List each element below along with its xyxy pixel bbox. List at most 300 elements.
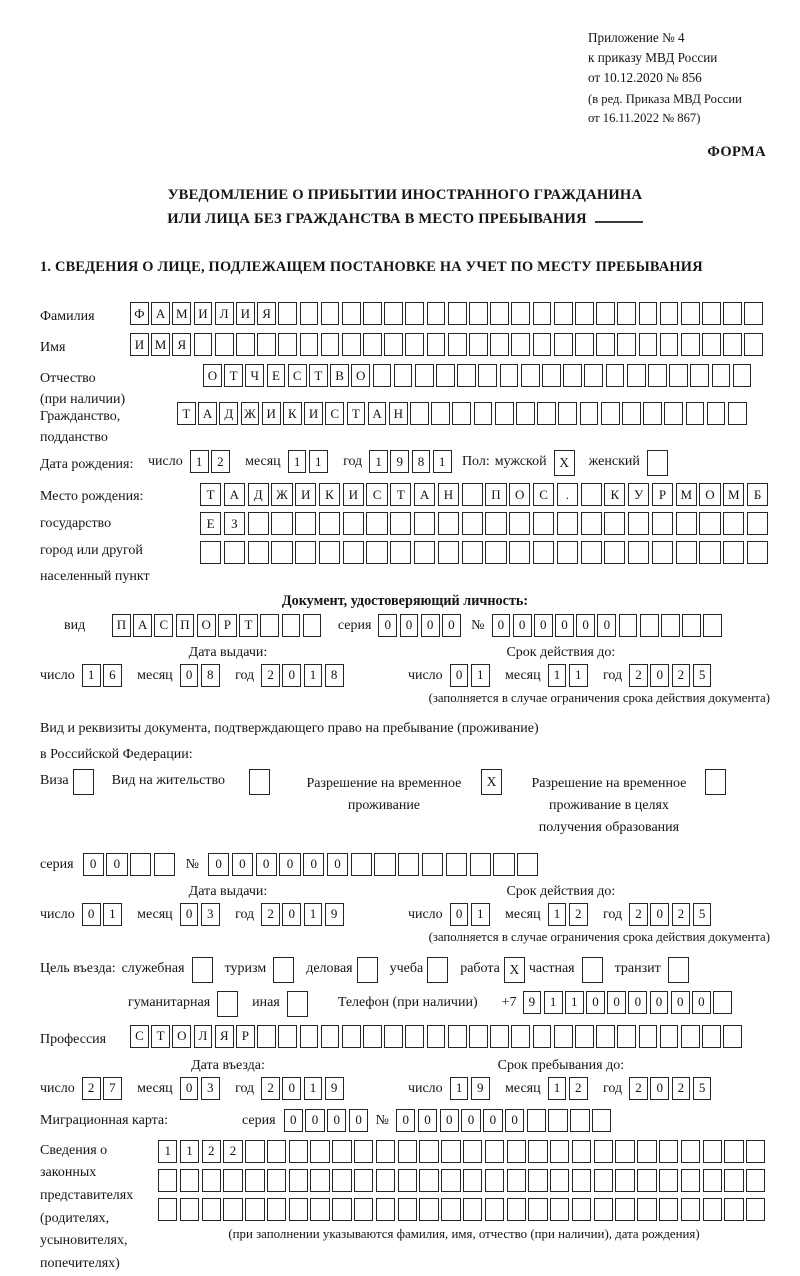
char-cell[interactable]: 2 bbox=[629, 664, 648, 687]
char-cell[interactable]: М bbox=[676, 483, 697, 506]
char-cell[interactable]: О bbox=[509, 483, 530, 506]
char-cell[interactable]: 1 bbox=[471, 903, 490, 926]
char-cell[interactable] bbox=[601, 402, 620, 425]
char-cell[interactable]: С bbox=[288, 364, 307, 387]
char-cell[interactable]: О bbox=[172, 1025, 191, 1048]
char-cell[interactable]: 1 bbox=[158, 1140, 177, 1163]
char-cell[interactable] bbox=[661, 614, 680, 637]
char-cell[interactable]: 0 bbox=[282, 903, 301, 926]
char-cell[interactable]: Ф bbox=[130, 302, 149, 325]
char-cell[interactable] bbox=[637, 1198, 656, 1221]
char-cell[interactable] bbox=[596, 1025, 615, 1048]
char-cell[interactable]: 0 bbox=[442, 614, 461, 637]
char-cell[interactable] bbox=[550, 1169, 569, 1192]
char-cell[interactable]: Т bbox=[200, 483, 221, 506]
char-cell[interactable]: Б bbox=[747, 483, 768, 506]
char-cell[interactable] bbox=[260, 614, 279, 637]
char-cell[interactable]: Т bbox=[177, 402, 196, 425]
char-cell[interactable] bbox=[485, 1140, 504, 1163]
char-cell[interactable] bbox=[438, 512, 459, 535]
char-cell[interactable] bbox=[446, 853, 467, 876]
char-cell[interactable]: О bbox=[699, 483, 720, 506]
char-cell[interactable]: 0 bbox=[450, 664, 469, 687]
char-cell[interactable]: 2 bbox=[261, 903, 280, 926]
char-cell[interactable] bbox=[485, 512, 506, 535]
char-cell[interactable] bbox=[390, 512, 411, 535]
char-cell[interactable] bbox=[457, 364, 476, 387]
char-cell[interactable]: 0 bbox=[327, 853, 348, 876]
char-cell[interactable] bbox=[376, 1169, 395, 1192]
char-cell[interactable] bbox=[596, 302, 615, 325]
char-cell[interactable] bbox=[659, 1198, 678, 1221]
char-cell[interactable]: А bbox=[224, 483, 245, 506]
char-cell[interactable] bbox=[575, 302, 594, 325]
char-cell[interactable] bbox=[202, 1198, 221, 1221]
migration-number-boxes[interactable] bbox=[396, 1109, 614, 1132]
char-cell[interactable] bbox=[490, 333, 509, 356]
char-cell[interactable] bbox=[332, 1198, 351, 1221]
char-cell[interactable] bbox=[615, 1140, 634, 1163]
char-cell[interactable] bbox=[374, 853, 395, 876]
char-cell[interactable]: З bbox=[224, 512, 245, 535]
char-cell[interactable]: Д bbox=[248, 483, 269, 506]
char-cell[interactable]: Р bbox=[652, 483, 673, 506]
char-cell[interactable]: О bbox=[351, 364, 370, 387]
char-cell[interactable]: И bbox=[130, 333, 149, 356]
representatives-row3[interactable] bbox=[158, 1198, 770, 1221]
given-name-boxes[interactable] bbox=[130, 333, 766, 356]
char-cell[interactable] bbox=[554, 333, 573, 356]
char-cell[interactable]: 0 bbox=[180, 1077, 199, 1100]
char-cell[interactable] bbox=[200, 541, 221, 564]
char-cell[interactable]: 0 bbox=[505, 1109, 524, 1132]
char-cell[interactable] bbox=[509, 512, 530, 535]
char-cell[interactable]: 0 bbox=[396, 1109, 415, 1132]
char-cell[interactable]: 0 bbox=[607, 991, 626, 1014]
char-cell[interactable] bbox=[490, 302, 509, 325]
purpose-study-checkbox[interactable] bbox=[427, 957, 448, 983]
char-cell[interactable] bbox=[493, 853, 514, 876]
char-cell[interactable] bbox=[342, 1025, 361, 1048]
char-cell[interactable] bbox=[376, 1198, 395, 1221]
char-cell[interactable] bbox=[744, 333, 763, 356]
char-cell[interactable] bbox=[628, 541, 649, 564]
char-cell[interactable] bbox=[278, 333, 297, 356]
char-cell[interactable] bbox=[363, 1025, 382, 1048]
char-cell[interactable]: Т bbox=[151, 1025, 170, 1048]
char-cell[interactable] bbox=[343, 541, 364, 564]
char-cell[interactable] bbox=[533, 541, 554, 564]
char-cell[interactable] bbox=[289, 1198, 308, 1221]
char-cell[interactable]: С bbox=[366, 483, 387, 506]
char-cell[interactable]: 0 bbox=[450, 903, 469, 926]
char-cell[interactable] bbox=[321, 1025, 340, 1048]
char-cell[interactable]: 1 bbox=[309, 450, 328, 473]
char-cell[interactable] bbox=[713, 991, 732, 1014]
char-cell[interactable] bbox=[452, 402, 471, 425]
char-cell[interactable]: 2 bbox=[672, 1077, 691, 1100]
char-cell[interactable]: И bbox=[194, 302, 213, 325]
char-cell[interactable] bbox=[660, 1025, 679, 1048]
char-cell[interactable]: 0 bbox=[586, 991, 605, 1014]
char-cell[interactable]: 1 bbox=[190, 450, 209, 473]
char-cell[interactable] bbox=[474, 402, 493, 425]
char-cell[interactable] bbox=[703, 1169, 722, 1192]
char-cell[interactable] bbox=[384, 1025, 403, 1048]
char-cell[interactable] bbox=[557, 512, 578, 535]
representatives-row2[interactable] bbox=[158, 1169, 770, 1192]
char-cell[interactable]: 1 bbox=[288, 450, 307, 473]
char-cell[interactable]: А bbox=[133, 614, 152, 637]
char-cell[interactable] bbox=[376, 1140, 395, 1163]
char-cell[interactable]: 2 bbox=[569, 903, 588, 926]
char-cell[interactable] bbox=[699, 541, 720, 564]
char-cell[interactable] bbox=[500, 364, 519, 387]
char-cell[interactable] bbox=[581, 541, 602, 564]
char-cell[interactable]: И bbox=[236, 302, 255, 325]
char-cell[interactable]: С bbox=[130, 1025, 149, 1048]
char-cell[interactable] bbox=[300, 333, 319, 356]
char-cell[interactable]: 0 bbox=[628, 991, 647, 1014]
char-cell[interactable] bbox=[746, 1169, 765, 1192]
char-cell[interactable] bbox=[267, 1140, 286, 1163]
char-cell[interactable]: 1 bbox=[450, 1077, 469, 1100]
char-cell[interactable] bbox=[690, 364, 709, 387]
citizenship-boxes[interactable] bbox=[177, 402, 749, 425]
identity-valid-boxes[interactable] bbox=[408, 664, 714, 687]
char-cell[interactable] bbox=[681, 302, 700, 325]
purpose-private-checkbox[interactable] bbox=[582, 957, 603, 983]
char-cell[interactable] bbox=[627, 364, 646, 387]
char-cell[interactable]: 8 bbox=[325, 664, 344, 687]
residence-number-boxes[interactable] bbox=[208, 853, 541, 876]
char-cell[interactable]: О bbox=[203, 364, 222, 387]
char-cell[interactable]: 2 bbox=[211, 450, 230, 473]
char-cell[interactable] bbox=[422, 853, 443, 876]
char-cell[interactable]: Д bbox=[219, 402, 238, 425]
char-cell[interactable] bbox=[724, 1198, 743, 1221]
char-cell[interactable] bbox=[223, 1169, 242, 1192]
char-cell[interactable] bbox=[495, 402, 514, 425]
char-cell[interactable] bbox=[405, 333, 424, 356]
char-cell[interactable] bbox=[664, 402, 683, 425]
char-cell[interactable] bbox=[563, 364, 582, 387]
char-cell[interactable]: А bbox=[368, 402, 387, 425]
char-cell[interactable]: Е bbox=[267, 364, 286, 387]
char-cell[interactable] bbox=[462, 483, 483, 506]
char-cell[interactable]: 2 bbox=[672, 664, 691, 687]
char-cell[interactable] bbox=[319, 541, 340, 564]
char-cell[interactable] bbox=[580, 402, 599, 425]
char-cell[interactable]: А bbox=[151, 302, 170, 325]
char-cell[interactable] bbox=[660, 333, 679, 356]
doc-seriya-boxes[interactable] bbox=[378, 614, 463, 637]
char-cell[interactable]: Н bbox=[389, 402, 408, 425]
char-cell[interactable] bbox=[703, 1140, 722, 1163]
char-cell[interactable] bbox=[485, 1198, 504, 1221]
char-cell[interactable] bbox=[517, 853, 538, 876]
char-cell[interactable]: 0 bbox=[692, 991, 711, 1014]
char-cell[interactable] bbox=[723, 1025, 742, 1048]
char-cell[interactable] bbox=[390, 541, 411, 564]
char-cell[interactable] bbox=[548, 1109, 567, 1132]
char-cell[interactable] bbox=[245, 1140, 264, 1163]
char-cell[interactable] bbox=[267, 1169, 286, 1192]
char-cell[interactable]: М bbox=[172, 302, 191, 325]
char-cell[interactable] bbox=[507, 1140, 526, 1163]
char-cell[interactable]: 2 bbox=[629, 1077, 648, 1100]
char-cell[interactable] bbox=[469, 333, 488, 356]
char-cell[interactable] bbox=[289, 1169, 308, 1192]
char-cell[interactable] bbox=[681, 1140, 700, 1163]
char-cell[interactable] bbox=[527, 1109, 546, 1132]
doc-type-boxes[interactable] bbox=[112, 614, 324, 637]
char-cell[interactable]: 1 bbox=[304, 903, 323, 926]
char-cell[interactable]: 2 bbox=[202, 1140, 221, 1163]
char-cell[interactable]: 5 bbox=[693, 903, 712, 926]
char-cell[interactable] bbox=[224, 541, 245, 564]
char-cell[interactable] bbox=[398, 1140, 417, 1163]
char-cell[interactable] bbox=[478, 364, 497, 387]
char-cell[interactable]: А bbox=[414, 483, 435, 506]
char-cell[interactable] bbox=[617, 1025, 636, 1048]
char-cell[interactable] bbox=[733, 364, 752, 387]
purpose-work-checkbox[interactable]: X bbox=[504, 957, 525, 983]
char-cell[interactable] bbox=[321, 333, 340, 356]
char-cell[interactable] bbox=[572, 1140, 591, 1163]
char-cell[interactable]: 0 bbox=[461, 1109, 480, 1132]
char-cell[interactable] bbox=[295, 512, 316, 535]
char-cell[interactable] bbox=[427, 302, 446, 325]
char-cell[interactable] bbox=[575, 1025, 594, 1048]
char-cell[interactable] bbox=[463, 1140, 482, 1163]
char-cell[interactable] bbox=[419, 1169, 438, 1192]
char-cell[interactable]: 0 bbox=[378, 614, 397, 637]
char-cell[interactable]: Я bbox=[257, 302, 276, 325]
char-cell[interactable] bbox=[550, 1198, 569, 1221]
identity-issue-boxes[interactable] bbox=[40, 664, 346, 687]
char-cell[interactable] bbox=[366, 541, 387, 564]
char-cell[interactable]: 0 bbox=[418, 1109, 437, 1132]
char-cell[interactable] bbox=[158, 1169, 177, 1192]
char-cell[interactable]: 2 bbox=[223, 1140, 242, 1163]
birth-place-row2[interactable] bbox=[200, 512, 771, 535]
char-cell[interactable]: 1 bbox=[433, 450, 452, 473]
char-cell[interactable] bbox=[248, 541, 269, 564]
char-cell[interactable] bbox=[321, 302, 340, 325]
char-cell[interactable] bbox=[363, 333, 382, 356]
char-cell[interactable] bbox=[289, 1140, 308, 1163]
char-cell[interactable]: 1 bbox=[548, 903, 567, 926]
char-cell[interactable]: Т bbox=[239, 614, 258, 637]
char-cell[interactable] bbox=[558, 402, 577, 425]
char-cell[interactable]: 0 bbox=[650, 664, 669, 687]
char-cell[interactable]: 0 bbox=[303, 853, 324, 876]
char-cell[interactable]: 1 bbox=[544, 991, 563, 1014]
char-cell[interactable]: К bbox=[604, 483, 625, 506]
char-cell[interactable] bbox=[521, 364, 540, 387]
char-cell[interactable] bbox=[414, 512, 435, 535]
char-cell[interactable]: И bbox=[262, 402, 281, 425]
char-cell[interactable]: С bbox=[325, 402, 344, 425]
char-cell[interactable] bbox=[398, 1169, 417, 1192]
char-cell[interactable] bbox=[681, 1169, 700, 1192]
char-cell[interactable] bbox=[394, 364, 413, 387]
residence-seriya-boxes[interactable] bbox=[83, 853, 178, 876]
char-cell[interactable] bbox=[572, 1169, 591, 1192]
char-cell[interactable] bbox=[342, 302, 361, 325]
char-cell[interactable] bbox=[648, 364, 667, 387]
char-cell[interactable]: 0 bbox=[282, 664, 301, 687]
char-cell[interactable]: Т bbox=[309, 364, 328, 387]
stay-until-boxes[interactable] bbox=[408, 1077, 714, 1100]
char-cell[interactable] bbox=[724, 1169, 743, 1192]
char-cell[interactable]: 0 bbox=[513, 614, 532, 637]
char-cell[interactable] bbox=[723, 333, 742, 356]
char-cell[interactable]: С bbox=[533, 483, 554, 506]
char-cell[interactable] bbox=[681, 333, 700, 356]
char-cell[interactable] bbox=[310, 1198, 329, 1221]
char-cell[interactable] bbox=[343, 512, 364, 535]
char-cell[interactable] bbox=[594, 1140, 613, 1163]
char-cell[interactable]: Р bbox=[218, 614, 237, 637]
char-cell[interactable] bbox=[441, 1198, 460, 1221]
char-cell[interactable]: К bbox=[283, 402, 302, 425]
char-cell[interactable] bbox=[419, 1140, 438, 1163]
char-cell[interactable] bbox=[180, 1169, 199, 1192]
char-cell[interactable]: Я bbox=[172, 333, 191, 356]
char-cell[interactable] bbox=[747, 541, 768, 564]
char-cell[interactable] bbox=[554, 1025, 573, 1048]
char-cell[interactable] bbox=[310, 1140, 329, 1163]
char-cell[interactable] bbox=[448, 333, 467, 356]
char-cell[interactable]: 0 bbox=[256, 853, 277, 876]
char-cell[interactable]: 0 bbox=[282, 1077, 301, 1100]
char-cell[interactable]: . bbox=[557, 483, 578, 506]
char-cell[interactable] bbox=[363, 302, 382, 325]
purpose-commercial-checkbox[interactable] bbox=[357, 957, 378, 983]
char-cell[interactable] bbox=[639, 1025, 658, 1048]
char-cell[interactable] bbox=[592, 1109, 611, 1132]
representatives-row1[interactable] bbox=[158, 1140, 770, 1163]
residence-valid-boxes[interactable] bbox=[408, 903, 714, 926]
char-cell[interactable]: А bbox=[198, 402, 217, 425]
char-cell[interactable]: 0 bbox=[327, 1109, 346, 1132]
surname-boxes[interactable] bbox=[130, 302, 766, 325]
char-cell[interactable] bbox=[637, 1140, 656, 1163]
char-cell[interactable] bbox=[604, 512, 625, 535]
char-cell[interactable] bbox=[746, 1198, 765, 1221]
char-cell[interactable]: 0 bbox=[284, 1109, 303, 1132]
char-cell[interactable] bbox=[303, 614, 322, 637]
char-cell[interactable]: Р bbox=[236, 1025, 255, 1048]
char-cell[interactable] bbox=[699, 512, 720, 535]
char-cell[interactable] bbox=[366, 512, 387, 535]
char-cell[interactable]: 9 bbox=[325, 1077, 344, 1100]
char-cell[interactable] bbox=[236, 333, 255, 356]
char-cell[interactable] bbox=[441, 1140, 460, 1163]
sex-male-checkbox[interactable]: X bbox=[554, 450, 575, 476]
char-cell[interactable]: 1 bbox=[103, 903, 122, 926]
char-cell[interactable] bbox=[438, 541, 459, 564]
char-cell[interactable] bbox=[676, 512, 697, 535]
char-cell[interactable]: 0 bbox=[232, 853, 253, 876]
char-cell[interactable] bbox=[628, 512, 649, 535]
char-cell[interactable] bbox=[728, 402, 747, 425]
char-cell[interactable]: 6 bbox=[103, 664, 122, 687]
char-cell[interactable] bbox=[436, 364, 455, 387]
char-cell[interactable] bbox=[584, 364, 603, 387]
char-cell[interactable]: 1 bbox=[565, 991, 584, 1014]
char-cell[interactable]: 9 bbox=[390, 450, 409, 473]
char-cell[interactable]: О bbox=[197, 614, 216, 637]
char-cell[interactable] bbox=[509, 541, 530, 564]
char-cell[interactable] bbox=[354, 1169, 373, 1192]
char-cell[interactable]: Н bbox=[438, 483, 459, 506]
char-cell[interactable]: К bbox=[319, 483, 340, 506]
char-cell[interactable] bbox=[617, 302, 636, 325]
char-cell[interactable]: 0 bbox=[83, 853, 104, 876]
char-cell[interactable] bbox=[441, 1169, 460, 1192]
char-cell[interactable] bbox=[570, 1109, 589, 1132]
char-cell[interactable] bbox=[462, 541, 483, 564]
char-cell[interactable]: 2 bbox=[82, 1077, 101, 1100]
char-cell[interactable] bbox=[516, 402, 535, 425]
char-cell[interactable] bbox=[682, 614, 701, 637]
phone-boxes[interactable] bbox=[523, 991, 735, 1014]
birth-place-row1[interactable] bbox=[200, 483, 771, 506]
char-cell[interactable]: 0 bbox=[555, 614, 574, 637]
char-cell[interactable]: 0 bbox=[421, 614, 440, 637]
char-cell[interactable] bbox=[300, 302, 319, 325]
char-cell[interactable] bbox=[427, 333, 446, 356]
char-cell[interactable] bbox=[354, 1140, 373, 1163]
char-cell[interactable] bbox=[615, 1169, 634, 1192]
char-cell[interactable]: 2 bbox=[569, 1077, 588, 1100]
char-cell[interactable] bbox=[575, 333, 594, 356]
char-cell[interactable]: 8 bbox=[412, 450, 431, 473]
char-cell[interactable] bbox=[594, 1169, 613, 1192]
char-cell[interactable] bbox=[681, 1025, 700, 1048]
char-cell[interactable]: Л bbox=[215, 302, 234, 325]
char-cell[interactable] bbox=[702, 302, 721, 325]
char-cell[interactable]: 0 bbox=[650, 1077, 669, 1100]
char-cell[interactable]: 3 bbox=[201, 1077, 220, 1100]
char-cell[interactable]: 0 bbox=[671, 991, 690, 1014]
char-cell[interactable] bbox=[245, 1198, 264, 1221]
char-cell[interactable] bbox=[639, 333, 658, 356]
char-cell[interactable] bbox=[180, 1198, 199, 1221]
char-cell[interactable]: П bbox=[176, 614, 195, 637]
char-cell[interactable] bbox=[463, 1169, 482, 1192]
char-cell[interactable]: 1 bbox=[471, 664, 490, 687]
char-cell[interactable] bbox=[154, 853, 175, 876]
doc-number-boxes[interactable] bbox=[492, 614, 725, 637]
char-cell[interactable]: С bbox=[154, 614, 173, 637]
char-cell[interactable]: Т bbox=[224, 364, 243, 387]
char-cell[interactable]: Ж bbox=[271, 483, 292, 506]
char-cell[interactable]: 0 bbox=[208, 853, 229, 876]
char-cell[interactable] bbox=[300, 1025, 319, 1048]
migration-seriya-boxes[interactable] bbox=[284, 1109, 371, 1132]
char-cell[interactable] bbox=[669, 364, 688, 387]
char-cell[interactable] bbox=[652, 512, 673, 535]
char-cell[interactable] bbox=[723, 302, 742, 325]
char-cell[interactable] bbox=[469, 302, 488, 325]
char-cell[interactable] bbox=[707, 402, 726, 425]
char-cell[interactable] bbox=[507, 1169, 526, 1192]
char-cell[interactable] bbox=[703, 614, 722, 637]
